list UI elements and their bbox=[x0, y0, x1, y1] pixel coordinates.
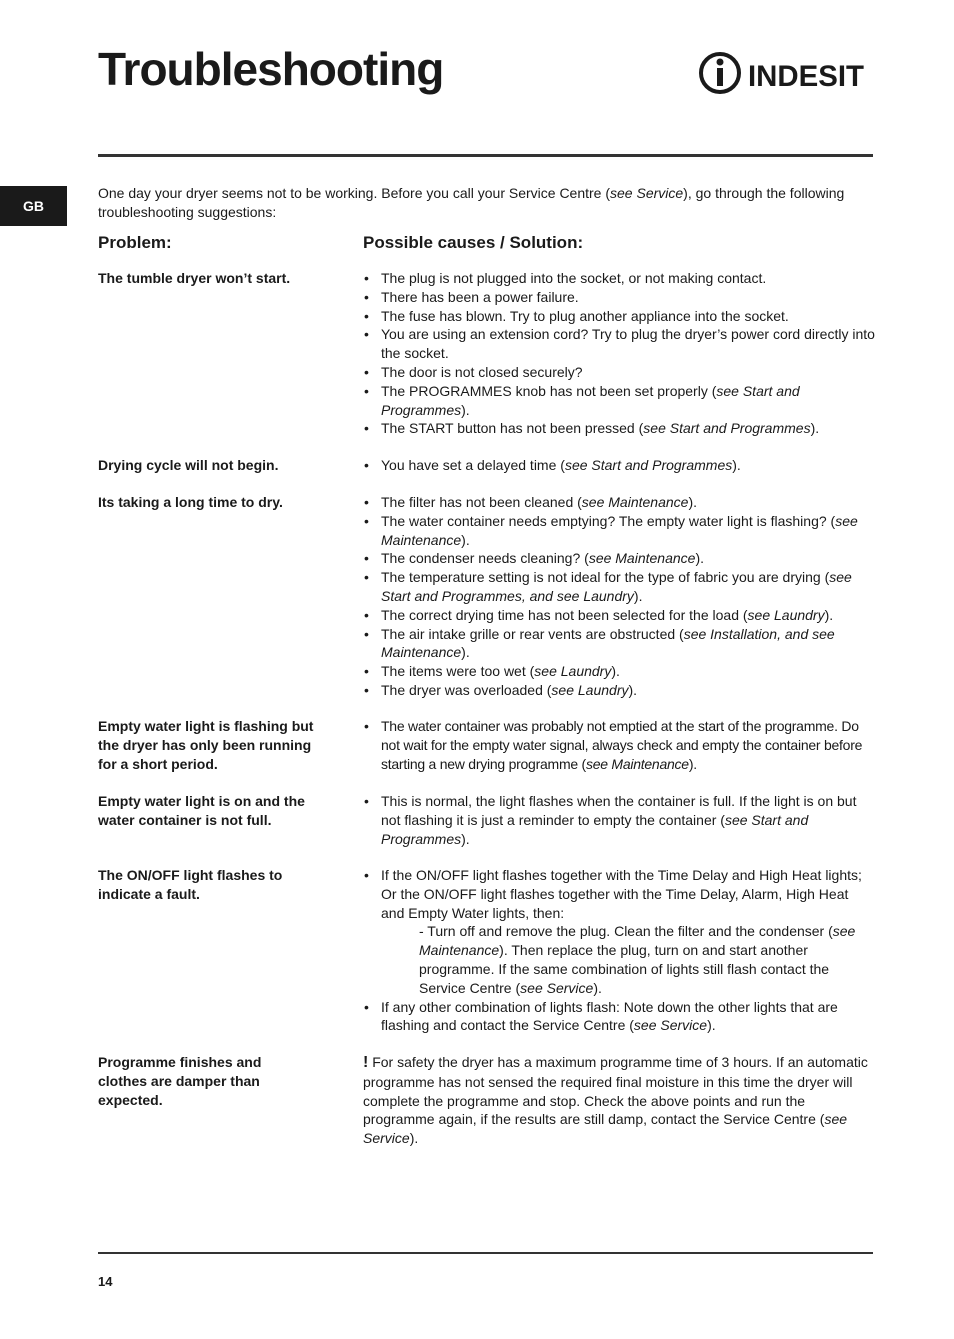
cause-item: • The dryer was overloaded (see Laundry). bbox=[363, 681, 875, 700]
cause-item: • The temperature setting is not ideal for the type of fabric you are drying (see Start and Programmes, and see Laundry). bbox=[363, 568, 875, 606]
cause-sub-instruction: - Turn off and remove the plug. Clean the filter and the condenser (see Maintenance). Then replace the plug, turn on and start another programme. If the same combination of lights still flash contact the Service Centre (see Service). bbox=[419, 923, 856, 996]
indesit-logo bbox=[698, 50, 868, 98]
cause-item: • The PROGRAMMES knob has not been set properly (see Start and Programmes). bbox=[363, 382, 875, 420]
cause-item: • This is normal, the light flashes when the container is full. If the light is on but not flashing it is just a reminder to empty the container (see Start and Programmes). bbox=[363, 792, 875, 848]
safety-note: ! For safety the dryer has a maximum programme time of 3 hours. If an automatic programme has not sensed the required final moisture in this time the dryer will complete the programme and stop. Check the above points and run the programme again, if the results are still damp, contact the Service Centre (see Service). bbox=[363, 1054, 868, 1147]
problem-label: The ON/OFF light flashes to indicate a fault. bbox=[98, 867, 283, 902]
cause-item: • The water container was probably not emptied at the start of the programme. Do not wait for the empty water signal, always check and empty the container before starting a new drying programme (see Maintenance). bbox=[363, 717, 875, 773]
problem-label: Drying cycle will not begin. bbox=[98, 457, 279, 473]
cause-item: • The correct drying time has not been selected for the load (see Laundry). bbox=[363, 606, 875, 625]
intro-paragraph: One day your dryer seems not to be working. Before you call your Service Centre (see Service), go through the following troubleshooting suggestions: bbox=[98, 185, 845, 220]
top-divider bbox=[98, 154, 873, 157]
problem-label: Programme finishes and clothes are damper than expected. bbox=[98, 1054, 262, 1108]
page-number: 14 bbox=[98, 1274, 113, 1289]
cause-list bbox=[363, 717, 875, 773]
cause-item: • If the ON/OFF light flashes together with the Time Delay and High Heat lights; Or the ON/OFF light flashes together with the Time Delay, Alarm, High Heat and Empty Water lights, then: - Turn off and remove the plug. Clean the filter and the condenser (see Maintenance). Then replace the plug, turn on and start another programme. If the same combination of lights still flash contact the Service Centre (see Service). bbox=[363, 866, 875, 998]
bottom-divider bbox=[98, 1252, 873, 1254]
cause-item: • The items were too wet (see Laundry). bbox=[363, 662, 875, 681]
problem-label: Its taking a long time to dry. bbox=[98, 494, 283, 510]
cause-item: • The door is not closed securely? bbox=[363, 363, 875, 382]
cause-list bbox=[363, 493, 875, 700]
solution-column-header: Possible causes / Solution: bbox=[363, 233, 584, 252]
cause-item: • You are using an extension cord? Try to plug the dryer’s power cord directly into the socket. bbox=[363, 325, 875, 363]
cause-item: • You have set a delayed time (see Start and Programmes). bbox=[363, 456, 875, 475]
cause-item: • There has been a power failure. bbox=[363, 288, 875, 307]
cause-item: • The START button has not been pressed (see Start and Programmes). bbox=[363, 419, 875, 438]
language-tab: GB bbox=[0, 186, 67, 226]
warning-mark: ! bbox=[363, 1054, 369, 1071]
cause-list bbox=[363, 269, 875, 438]
problem-column-header: Problem: bbox=[98, 233, 172, 252]
page-title: Troubleshooting bbox=[98, 43, 444, 95]
cause-item: • The filter has not been cleaned (see Maintenance). bbox=[363, 493, 875, 512]
cause-item: • The condenser needs cleaning? (see Maintenance). bbox=[363, 549, 875, 568]
cause-item: • The plug is not plugged into the socket, or not making contact. bbox=[363, 269, 875, 288]
problem-label: The tumble dryer won’t start. bbox=[98, 270, 291, 286]
cause-item: • The water container needs emptying? The empty water light is flashing? (see Maintenance). bbox=[363, 512, 875, 550]
problem-label: Empty water light is on and the water container is not full. bbox=[98, 793, 305, 828]
cause-item: • The fuse has blown. Try to plug another appliance into the socket. bbox=[363, 307, 875, 326]
problem-label: Empty water light is flashing but the dryer has only been running for a short period. bbox=[98, 718, 314, 772]
brand-wordmark: INDESIT bbox=[748, 60, 864, 93]
cause-item: • The air intake grille or rear vents are obstructed (see Installation, and see Maintenance). bbox=[363, 625, 875, 663]
cause-list bbox=[363, 866, 875, 1035]
cause-item: • If any other combination of lights flash: Note down the other lights that are flashing and contact the Service Centre (see Service). bbox=[363, 998, 875, 1036]
service-reference: see Service bbox=[610, 185, 684, 201]
cause-list bbox=[363, 456, 875, 475]
cause-list bbox=[363, 792, 875, 848]
